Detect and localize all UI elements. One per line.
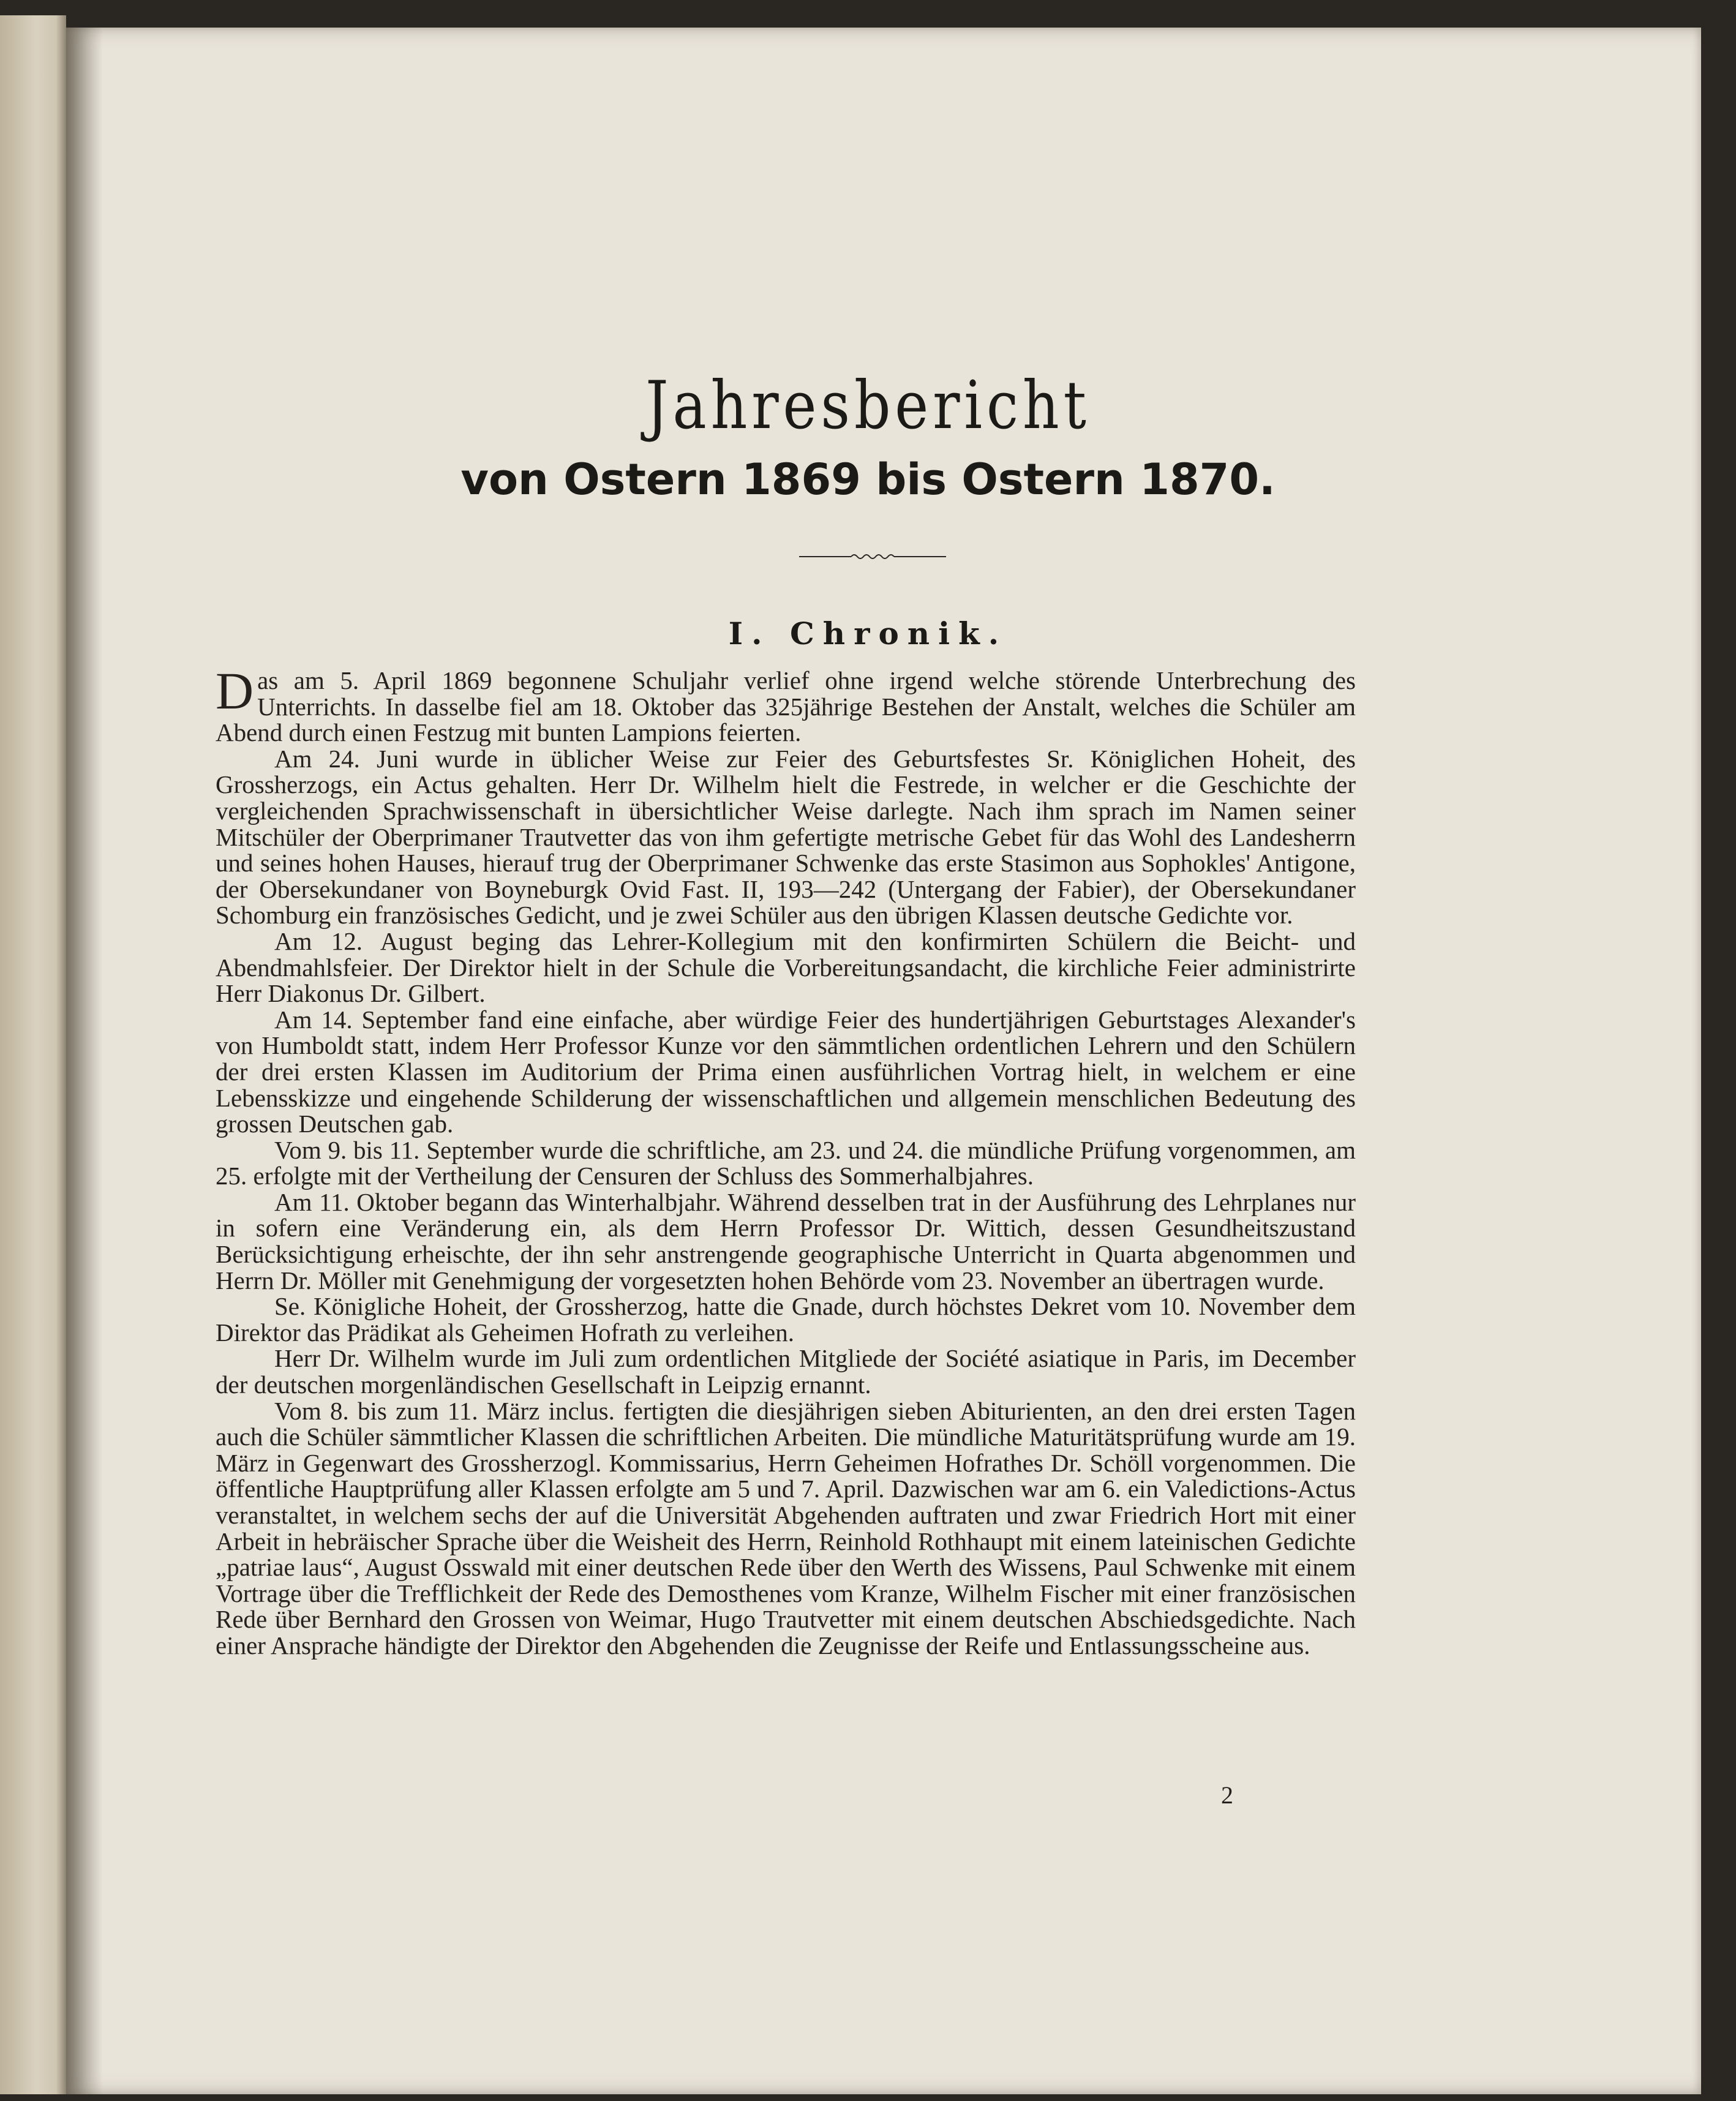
page-gutter-shadow [66,28,103,2094]
drop-cap: D [216,661,254,720]
page-subtitle: von Ostern 1869 bis Ostern 1870. [460,454,1276,505]
page-title: Jahresbericht [645,367,1091,444]
paragraph: Das am 5. April 1869 begonnene Schuljahr verlief ohne irgend welche störende Unterbrechung des Unterrichts. In dasselbe fiel am 18. Oktober das 325jährige Bestehen der Anstalt, welches die Schüler am Abend durch einen Festzug mit bunten Lampions feierten. [216,661,1356,747]
section-heading: I. Chronik. [728,615,1008,652]
facing-page-edge [0,15,66,2094]
paragraph: Se. Königliche Hoheit, der Grossherzog, hatte die Gnade, durch höchstes Dekret vom 10. November dem Direktor das Prädikat als Geheimen Hofrath zu verleihen. [216,1292,1356,1347]
paragraph: Am 11. Oktober begann das Winterhalbjahr. Während desselben trat in der Ausführung des Lehrplanes nur in sofern eine Veränderung ein, als dem Herrn Professor Dr. Wittich, dessen Gesundheitszustand Berücksichtigung erheischte, der ihn sehr anstrengende geographische Unterricht in Quarta abgenommen und Herrn Dr. Möller mit Genehmigung der vorgesetzten hohen Behörde vom 23. November an übertragen wurde. [216,1187,1356,1295]
paragraph: Vom 9. bis 11. September wurde die schriftliche, am 23. und 24. die mündliche Prüfung vorgenommen, am 25. erfolgte mit der Vertheilung der Censuren der Schluss des Sommerhalbjahres. [216,1135,1356,1190]
paragraph: Am 12. August beging das Lehrer-Kollegium mit den konfirmirten Schülern die Beicht- und Abendmahlsfeier. Der Direktor hielt in der Schule die Vorbereitungsandacht, die kirchliche Feier administrirte Herr Diakonus Dr. Gilbert. [216,926,1356,1008]
page-number: 2 [1221,1781,1233,1809]
paragraph: Herr Dr. Wilhelm wurde im Juli zum ordentlichen Mitgliede der Société asiatique in Paris, im December der deutschen morgenländischen Gesellschaft in Leipzig ernannt. [216,1344,1356,1399]
body-text [216,661,1356,1659]
ornamental-divider [799,551,946,562]
paragraph: Am 24. Juni wurde in üblicher Weise zur Feier des Geburtsfestes Sr. Königlichen Hoheit, des Grossherzogs, ein Actus gehalten. Herr Dr. Wilhelm hielt die Festrede, in welcher er die Geschichte der vergleichenden Sprachwissenschaft in übersichtlicher Weise darlegte. Nach ihm sprach im Namen seiner Mitschüler der Oberprimaner Trautvetter das von ihm gefertigte metrische Gebet für das Wohl des Landesherrn und seines hohen Hauses, hierauf trug der Oberprimaner Schwenke das erste Stasimon aus Sophokles' Antigone, der Obersekundaner von Boyneburgk Ovid Fast. II, 193—242 (Untergang der Fabier), der Obersekundaner Schomburg ein französisches Gedicht, und je zwei Schüler aus den übrigen Klassen deutsche Gedichte vor. [216,744,1356,930]
paragraph: Am 14. September fand eine einfache, aber würdige Feier des hundertjährigen Geburtstages Alexander's von Humboldt statt, indem Herr Professor Kunze vor den sämmtlichen ordentlichen Lehrern und den Schülern der drei ersten Klassen im Auditorium der Prima einen ausführlichen Vortrag hielt, in welchem er eine Lebensskizze und eingehende Schilderung der wissenschaftlichen und allgemein menschlichen Bedeutung des grossen Deutschen gab. [216,1005,1356,1138]
paragraph: Vom 8. bis zum 11. März inclus. fertigten die diesjährigen sieben Abiturienten, an den drei ersten Tagen auch die Schüler sämmtlicher Klassen die schriftlichen Arbeiten. Die mündliche Maturitätsprüfung wurde am 19. März in Gegenwart des Grossherzogl. Kommissarius, Herrn Geheimen Hofrathes Dr. Schöll vorgenommen. Die öffentliche Hauptprüfung aller Klassen erfolgte am 5 und 7. April. Dazwischen war am 6. ein Valedictions-Actus veranstaltet, in welchem sechs der auf die Universität Abgehenden auftraten und zwar Friedrich Hort mit einer Arbeit in hebräischer Sprache über die Weisheit des Herrn, Reinhold Rothhaupt mit einem lateinischen Gedichte „patriae laus“, August Osswald mit einer deutschen Rede über den Werth des Wissens, Paul Schwenke mit einem Vortrage über die Trefflichkeit der Rede des Demosthenes vom Kranze, Wilhelm Fischer mit einer französischen Rede über Bernhard den Grossen von Weimar, Hugo Trautvetter mit einem deutschen Abschiedsgedichte. Nach einer Ansprache händigte der Direktor den Abgehenden die Zeugnisse der Reife und Entlassungsscheine aus. [216,1396,1356,1659]
